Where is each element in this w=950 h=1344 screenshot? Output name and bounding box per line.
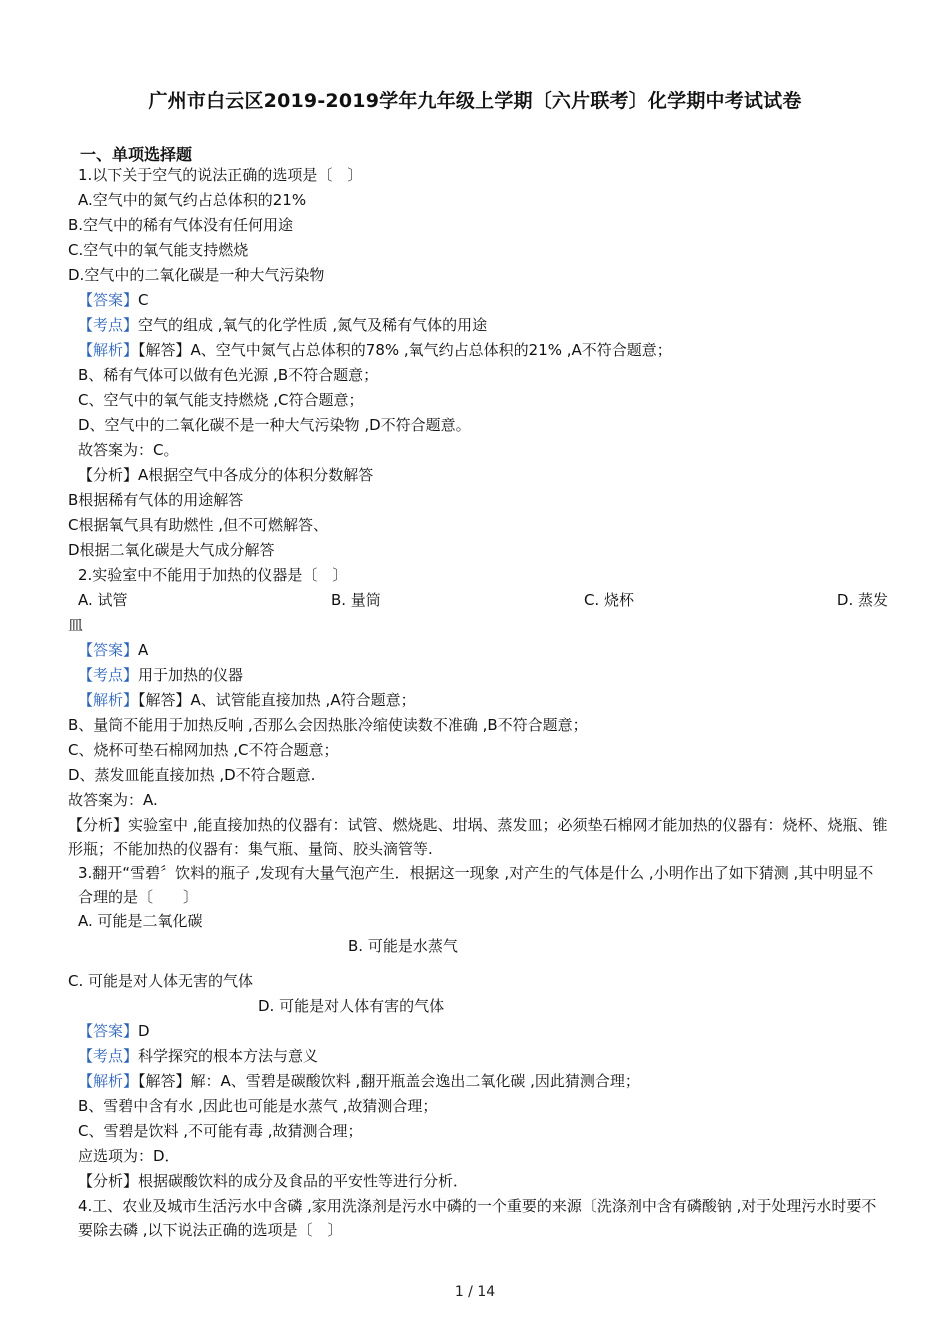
point-tag: 【考点】 [78, 666, 139, 684]
answer-tag: 【答案】 [78, 641, 139, 659]
q3-analysis-line: B、雪碧中含有水 ,因此也可能是水蒸气 ,故猜测合理； [78, 1097, 438, 1115]
q2-analysis: 【解析】【解答】A、试管能直接加热 ,A符合题意； [78, 691, 416, 709]
question-3-stem: 3.翻开“雪碧〞饮料的瓶子 ,发现有大量气泡产生．根据这一现象 ,对产生的气体是什么 ,小明作出了如下猜测 ,其中明显不合理的是〔 〕 [78, 864, 874, 906]
q1-option-b: B.空气中的稀有气体没有任何用途 [68, 216, 294, 234]
analysis-tag: 【解析】 [78, 341, 139, 359]
q1-analysis-line: D、空气中的二氧化碳不是一种大气污染物 ,D不符合题意。 [78, 416, 471, 434]
q1-analysis-line: 【分析】A根据空气中各成分的体积分数解答 [78, 466, 374, 484]
q2-analysis-line: D、蒸发皿能直接加热 ,D不符合题意. [68, 766, 316, 784]
q2-option-d: D. 蒸发 [836, 591, 888, 609]
q1-analysis: 【解析】【解答】A、空气中氮气占总体积的78% ,氧气约占总体积的21% ,A不符合题意； [78, 341, 672, 359]
q1-option-d: D.空气中的二氧化碳是一种大气污染物 [68, 266, 325, 284]
q1-tail-line: B根据稀有气体的用途解答 [68, 491, 244, 509]
page-number: 1 / 14 [454, 1284, 496, 1300]
q3-option-a: A. 可能是二氧化碳 [78, 912, 203, 930]
q1-point: 【考点】空气的组成 ,氧气的化学性质 ,氮气及稀有气体的用途 [78, 316, 488, 334]
q1-answer: 【答案】C [78, 291, 149, 309]
answer-tag: 【答案】 [78, 1022, 139, 1040]
q2-analysis-line: C、烧杯可垫石棉网加热 ,C不符合题意； [68, 741, 339, 759]
content [68, 163, 888, 1242]
question-2-stem: 2.实验室中不能用于加热的仪器是〔 〕 [78, 566, 348, 584]
q2-option-a: A. 试管 [78, 591, 128, 609]
q3-analysis-line: C、雪碧是饮料 ,不可能有毒 ,故猜测合理； [78, 1122, 363, 1140]
analysis-tag: 【解析】 [78, 691, 139, 709]
q3-option-c: C. 可能是对人体无害的气体 [68, 972, 254, 990]
q3-analysis-line: 【分析】根据碳酸饮料的成分及食品的平安性等进行分析． [78, 1172, 469, 1190]
q3-answer: 【答案】D [78, 1022, 150, 1040]
q1-analysis-line: C、空气中的氧气能支持燃烧 ,C符合题意； [78, 391, 364, 409]
point-tag: 【考点】 [78, 1047, 139, 1065]
q1-option-c: C.空气中的氧气能支持燃烧 [68, 241, 249, 259]
q3-option-d: D. 可能是对人体有害的气体 [258, 997, 445, 1015]
q2-analysis-line: 故答案为：A. [68, 791, 158, 809]
q3-analysis-line: 应选项为：D． [78, 1147, 180, 1165]
answer-tag: 【答案】 [78, 291, 139, 309]
q3-point: 【考点】科学探究的根本方法与意义 [78, 1047, 319, 1065]
analysis-tag: 【解析】 [78, 1072, 139, 1090]
document-title: 广州市白云区2019-2019学年九年级上学期〔六片联考〕化学期中考试试卷 [148, 90, 802, 112]
q2-answer: 【答案】A [78, 641, 149, 659]
q2-point: 【考点】用于加热的仪器 [78, 666, 244, 684]
q2-option-wrap: 皿 [68, 616, 84, 634]
q2-options [68, 588, 888, 613]
question-1-stem: 1.以下关于空气的说法正确的选项是〔 〕 [78, 166, 363, 184]
q1-analysis-line: 故答案为：C。 [78, 441, 179, 459]
q3-option-b: B. 可能是水蒸气 [348, 937, 458, 955]
q1-analysis-line: B、稀有气体可以做有色光源 ,B不符合题意； [78, 366, 379, 384]
q2-analysis-line: B、量筒不能用于加热反响 ,否那么会因热胀冷缩使读数不准确 ,B不符合题意； [68, 716, 588, 734]
question-4-stem: 4.工、农业及城市生活污水中含磷 ,家用洗涤剂是污水中磷的一个重要的来源〔洗涤剂中含有磷酸钠 ,对于处理污水时要不要除去磷 ,以下说法正确的选项是〔 〕 [78, 1197, 877, 1239]
section-heading: 一、单项选择题 [80, 145, 193, 164]
q3-analysis: 【解析】【解答】解：A、雪碧是碳酸饮料 ,翻开瓶盖会逸出二氧化碳 ,因此猜测合理； [78, 1072, 640, 1090]
q1-option-a: A.空气中的氮气约占总体积的21% [78, 191, 307, 209]
q1-tail-line: C根据氧气具有助燃性 ,但不可燃解答、 [68, 516, 329, 534]
q2-option-b: B. 量筒 [330, 591, 381, 609]
q1-tail-line: D根据二氧化碳是大气成分解答 [68, 541, 275, 559]
q2-summary: 【分析】实验室中 ,能直接加热的仪器有：试管、燃烧匙、坩埚、蒸发皿；必须垫石棉网才能加热的仪器有：烧杯、烧瓶、锥形瓶；不能加热的仪器有：集气瓶、量筒、胶头滴管等. [68, 816, 888, 858]
point-tag: 【考点】 [78, 316, 139, 334]
q2-option-c: C. 烧杯 [583, 591, 634, 609]
